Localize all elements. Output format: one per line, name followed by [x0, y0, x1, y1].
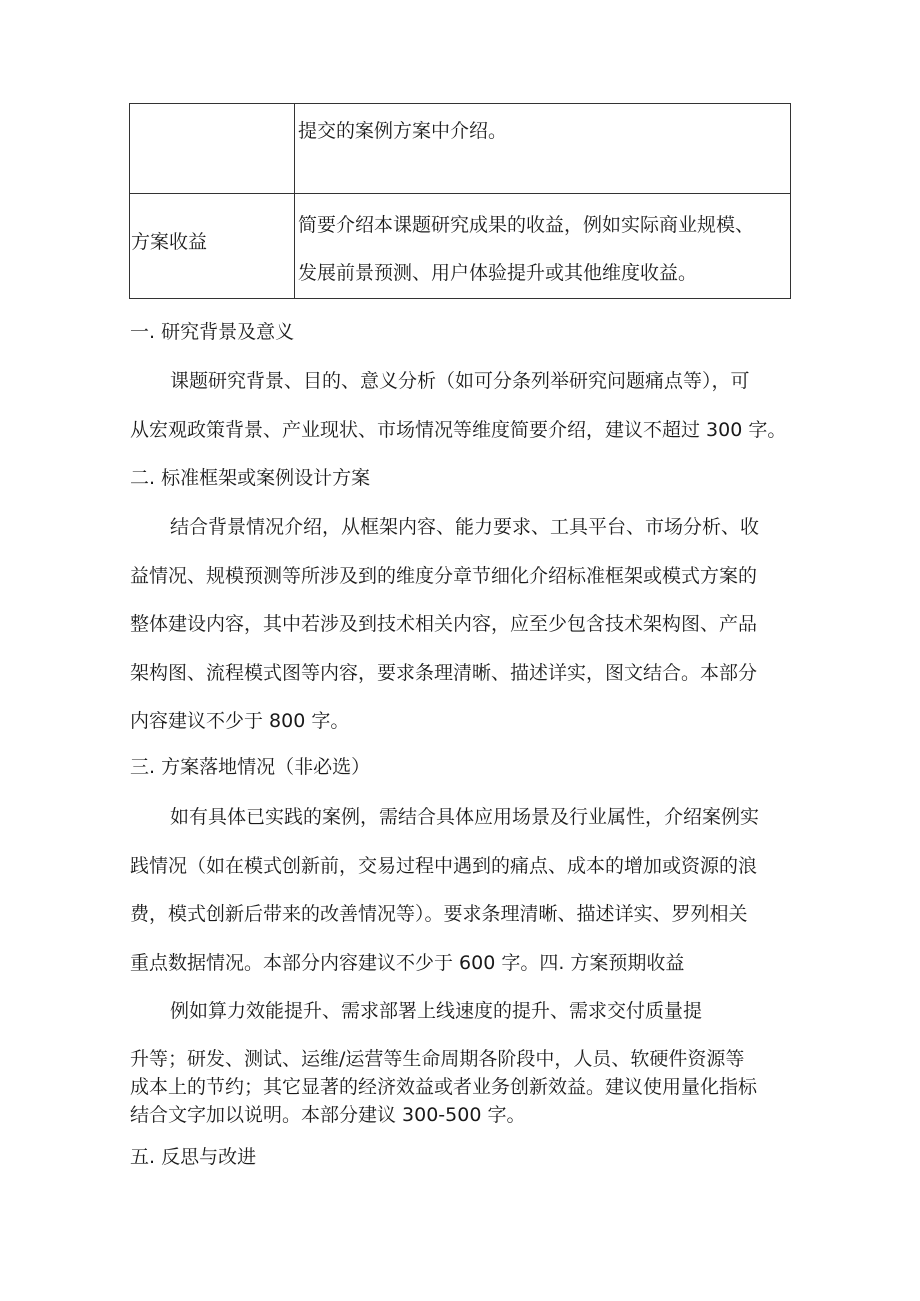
table-row [130, 194, 791, 299]
section-paragraph: 结合背景情况介绍，从框架内容、能力要求、工具平台、市场分析、收 益情况、规模预测等所涉及到的维度分章节细化介绍标准框架或模式方案的 整体建设内容，其中若涉及到技术相关内容，应至少包含技术架构图、产品 架构图、流程模式图等内容，要求条理清晰、描述详实，图文结合。本部分 内容建议不少于 800 字。 [130, 516, 760, 732]
table-label-cell [130, 104, 295, 194]
section-paragraph: 课题研究背景、目的、意义分析（如可分条列举研究问题痛点等），可 从宏观政策背景、产业现状、市场情况等维度简要介绍，建议不超过 300 字。 [130, 370, 787, 441]
table-content-cell [295, 194, 791, 299]
section-heading: 五. 反思与改进 [130, 1146, 257, 1168]
section-heading: 三. 方案落地情况（非必选） [130, 756, 371, 778]
section-paragraph: 如有具体已实践的案例，需结合具体应用场景及行业属性，介绍案例实 践情况（如在模式创新前，交易过程中遇到的痛点、成本的增加或资源的浪 费，模式创新后带来的改善情况等）。要求条理清晰、描述详实、罗列相关 重点数据情况。本部分内容建议不少于 600 字。四. 方案预期收益 [130, 806, 760, 974]
info-table [129, 103, 791, 299]
cell-content: 提交的案例方案中介绍。 [298, 120, 508, 142]
section-heading: 一. 研究背景及意义 [130, 321, 295, 343]
section-paragraph: 升等；研发、测试、运维/运营等生命周期各阶段中，人员、软硬件资源等 成本上的节约；其它显著的经济效益或者业务创新效益。建议使用量化指标 结合文字加以说明。本部分建议 300-500 字。 [130, 1048, 758, 1126]
cell-label-benefit: 方案收益 [131, 231, 208, 253]
table-label-cell [130, 194, 295, 299]
cell-content: 简要介绍本课题研究成果的收益，例如实际商业规模、 发展前景预测、用户体验提升或其他维度收益。 [298, 214, 755, 284]
table-row [130, 104, 791, 194]
section-paragraph-lead: 例如算力效能提升、需求部署上线速度的提升、需求交付质量提 [170, 1000, 703, 1022]
section-heading: 二. 标准框架或案例设计方案 [130, 467, 371, 489]
table-content-cell [295, 104, 791, 194]
